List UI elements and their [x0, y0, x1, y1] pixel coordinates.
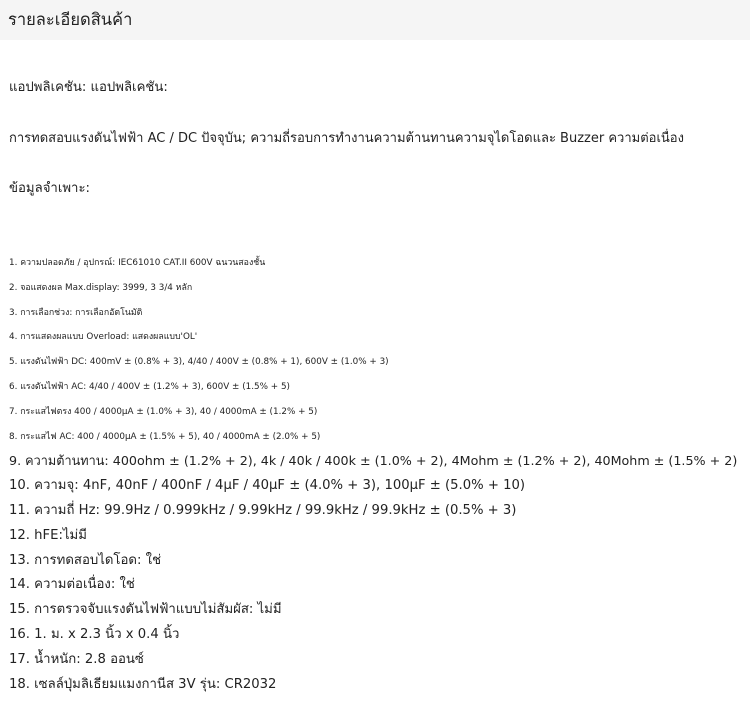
spec-item: 6. แรงดันไฟฟ้า AC: 4/40 / 400V ± (1.2% + 3), 600V ± (1.5% + 5): [9, 381, 290, 392]
spec-heading: ข้อมูลจำเพาะ:: [9, 181, 90, 196]
spec-item: 11. ความถี่ Hz: 99.9Hz / 0.999kHz / 9.99kHz / 99.9kHz / 99.9kHz ± (0.5% + 3): [9, 502, 517, 518]
spec-item: 15. การตรวจจับแรงดันไฟฟ้าแบบไม่สัมผัส: ไม่มี: [9, 602, 282, 618]
spec-item: 8. กระแสไฟ AC: 400 / 4000μA ± (1.5% + 5), 40 / 4000mA ± (2.0% + 5): [9, 431, 321, 442]
spec-list: [9, 251, 737, 697]
section-title: รายละเอียดสินค้า: [8, 10, 133, 29]
description-paragraph: การทดสอบแรงดันไฟฟ้า AC / DC ปัจจุบัน; ความถี่รอบการทำงานความต้านทานความจุไดโอดและ Buzzer ความต่อเนื่อง: [9, 131, 684, 146]
spec-item: 4. การแสดงผลแบบ Overload: แสดงผลแบบ'OL': [9, 332, 198, 343]
spec-item: 16. 1. ม. x 2.3 นิ้ว x 0.4 นิ้ว: [9, 626, 180, 642]
section-header: [0, 0, 750, 40]
spec-item: 1. ความปลอดภัย / อุปกรณ์: IEC61010 CAT.II 600V ฉนวนสองชั้น: [9, 258, 266, 268]
spec-item: 9. ความต้านทาน: 400ohm ± (1.2% + 2), 4k / 40k / 400k ± (1.0% + 2), 4Mohm ± (1.2% + 2), 40Mohm ± (1.5% + 2): [9, 453, 738, 469]
spec-item: 7. กระแสไฟตรง 400 / 4000μA ± (1.0% + 3), 40 / 4000mA ± (1.2% + 5): [9, 406, 318, 417]
spec-item: 10. ความจุ: 4nF, 40nF / 400nF / 4μF / 40μF ± (4.0% + 3), 100μF ± (5.0% + 10): [9, 478, 526, 494]
spec-item: 5. แรงดันไฟฟ้า DC: 400mV ± (0.8% + 3), 4/40 / 400V ± (0.8% + 1), 600V ± (1.0% + 3): [9, 357, 389, 368]
spec-item: 18. เซลล์ปุ่มลิเธียมแมงกานีส 3V รุ่น: CR2032: [9, 676, 277, 692]
spec-item: 13. การทดสอบไดโอด: ใช่: [9, 552, 162, 568]
spec-item: 2. จอแสดงผล Max.display: 3999, 3 3/4 หลัก: [9, 282, 193, 293]
spec-item: 17. น้ำหนัก: 2.8 ออนซ์: [9, 651, 144, 667]
application-line: แอปพลิเคชัน: แอปพลิเคชัน:: [9, 80, 168, 95]
spec-item: 12. hFE:ไม่มี: [9, 527, 87, 543]
spec-item: 3. การเลือกช่วง: การเลือกอัตโนมัติ: [9, 307, 143, 318]
spec-item: 14. ความต่อเนื่อง: ใช่: [9, 577, 135, 593]
